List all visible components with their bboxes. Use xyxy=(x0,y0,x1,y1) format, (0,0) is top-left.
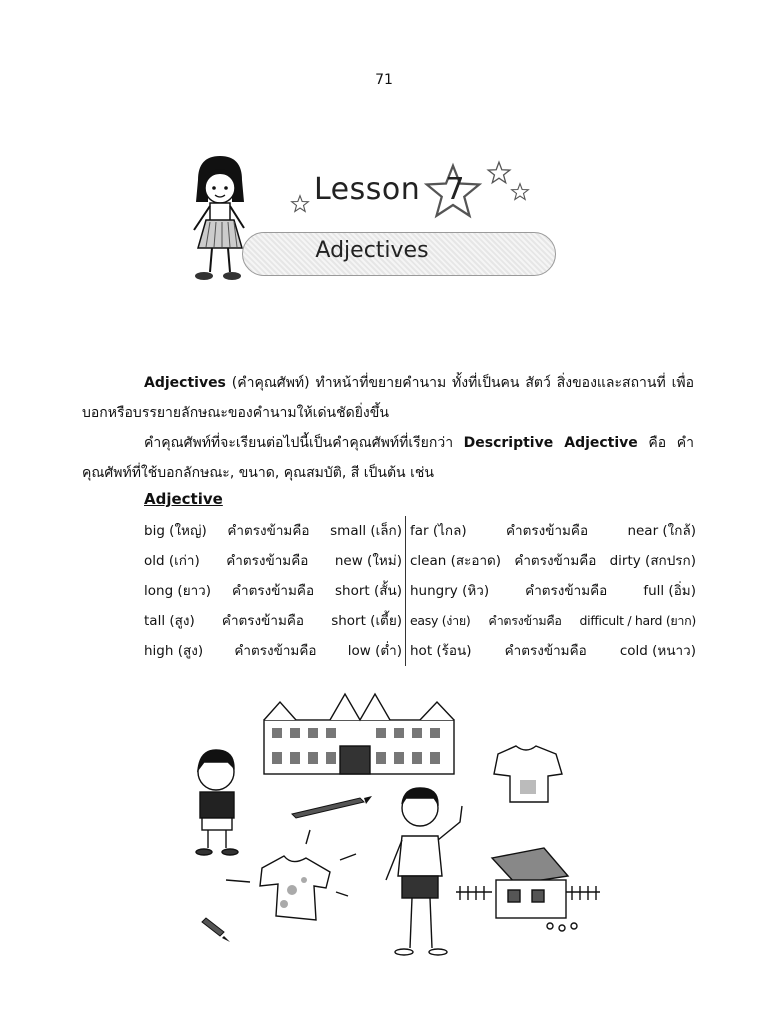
pencil-icon xyxy=(292,796,372,818)
opposite-label: คำตรงข้ามคือ xyxy=(525,583,608,599)
adjective-word: long (ยาว) xyxy=(144,583,212,599)
term-adjectives: Adjectives xyxy=(144,375,226,391)
pair-right xyxy=(406,576,696,606)
adjective-word: tall (สูง) xyxy=(144,613,195,629)
intro-text-1: (คำคุณศัพท์) ทำหน้าที่ขยายคำนาม ทั้งที่เป็นคน สัตว์ สิ่งของและสถานที่ เพื่อบอกหรือบรรยายลักษณะของคำนามให้เด่นชัดยิ่งขึ้น xyxy=(82,375,694,421)
boy-illustration xyxy=(196,750,238,855)
tshirt-illustration xyxy=(494,746,562,802)
opposite-label: คำตรงข้ามคือ xyxy=(221,613,304,629)
pair-left xyxy=(144,516,406,546)
standing-boy-illustration xyxy=(386,788,462,955)
lesson-title: Adjectives xyxy=(315,238,429,263)
adjective-word: big (ใหญ่) xyxy=(144,523,207,539)
pair-right xyxy=(406,546,696,576)
adjective-word: high (สูง) xyxy=(144,643,204,659)
opposite-label: คำตรงข้ามคือ xyxy=(488,613,562,628)
adjective-word: easy (ง่าย) xyxy=(410,613,471,628)
lesson-number: 7 xyxy=(445,172,465,207)
opposite-word: dirty (สกปรก) xyxy=(609,553,696,569)
opposite-label: คำตรงข้ามคือ xyxy=(226,553,309,569)
pair-left xyxy=(144,546,406,576)
illustration-scene xyxy=(180,690,620,960)
page-number: 71 xyxy=(375,72,393,88)
building-illustration xyxy=(264,694,454,774)
opposite-word: low (ต่ำ) xyxy=(347,643,402,659)
opposite-label: คำตรงข้ามคือ xyxy=(514,553,597,569)
adjective-word: far (ไกล) xyxy=(410,523,467,539)
pair-left xyxy=(144,636,406,666)
opposite-word: small (เล็ก) xyxy=(330,523,402,539)
table-row xyxy=(144,546,696,576)
opposite-word: difficult / hard (ยาก) xyxy=(579,613,696,628)
intro-text-2a: คำคุณศัพท์ที่จะเรียนต่อไปนี้เป็นคำคุณศัพท์ที่เรียกว่า xyxy=(144,435,464,451)
intro-paragraph-1 xyxy=(82,368,694,428)
term-descriptive-adjective: Descriptive Adjective xyxy=(463,435,638,451)
pair-right xyxy=(406,636,696,666)
adjective-word: old (เก่า) xyxy=(144,553,200,569)
opposite-label: คำตรงข้ามคือ xyxy=(504,643,587,659)
table-row xyxy=(144,606,696,636)
adjective-word: hungry (หิว) xyxy=(410,583,490,599)
pair-right xyxy=(406,606,696,636)
pair-left xyxy=(144,576,406,606)
opposite-label: คำตรงข้ามคือ xyxy=(231,583,315,599)
pair-left xyxy=(144,606,406,636)
intro-text-2b: คือ คำคุณศัพท์ที่ใช้บอกลักษณะ, ขนาด, คุณสมบัติ, สี เป็นต้น เช่น xyxy=(82,435,694,481)
lesson-header xyxy=(180,150,580,290)
opposite-word: short (เตี้ย) xyxy=(331,613,402,629)
opposite-word: full (อิ่ม) xyxy=(643,583,696,599)
opposite-label: คำตรงข้ามคือ xyxy=(234,643,317,659)
adjective-heading: Adjective xyxy=(144,490,223,508)
dirty-shirt-illustration xyxy=(226,830,356,920)
opposite-word: near (ใกล้) xyxy=(627,523,696,539)
table-row xyxy=(144,516,696,546)
adjective-word: hot (ร้อน) xyxy=(410,643,472,659)
house-illustration xyxy=(456,848,600,931)
opposite-label: คำตรงข้ามคือ xyxy=(506,523,589,539)
star-icon xyxy=(510,182,530,202)
star-icon xyxy=(290,194,310,214)
pencil-icon xyxy=(202,918,230,942)
adjective-word: clean (สะอาด) xyxy=(410,553,502,569)
opposite-word: new (ใหม่) xyxy=(334,553,402,569)
intro-paragraph-2 xyxy=(82,428,694,488)
opposite-word: short (สั้น) xyxy=(335,583,402,599)
pair-right xyxy=(406,516,696,546)
lesson-label: Lesson xyxy=(314,172,421,207)
table-row xyxy=(144,636,696,666)
star-icon xyxy=(486,160,512,186)
opposite-word: cold (หนาว) xyxy=(619,643,696,659)
opposite-label: คำตรงข้ามคือ xyxy=(227,523,310,539)
adjective-pairs-table xyxy=(144,516,696,666)
table-row xyxy=(144,576,696,606)
